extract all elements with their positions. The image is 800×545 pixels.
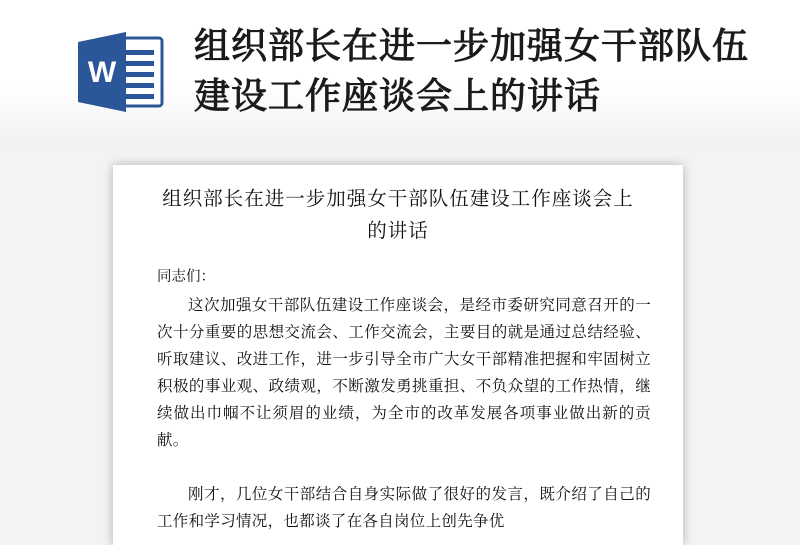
body-paragraph: 刚才，几位女干部结合自身实际做了很好的发言，既介绍了自己的工作和学习情况，也都谈了在各自岗位上创先争优 [157, 485, 651, 530]
body-paragraph: 这次加强女干部队伍建设工作座谈会，是经市委研究同意召开的一次十分重要的思想交流会、工作交流会，主要目的就是通过总结经验、听取建议、改进工作，进一步引导全市广大女干部精准把握和牢固树立积极的事业观、政绩观，不断激发勇挑重担、不负众望的工作热情，继续做出巾帼不让须眉的业绩，为全市的改革发展各项事业做出新的贡献。 [157, 296, 651, 449]
page-title: 组织部长在进一步加强女干部队伍建设工作座谈会上的讲话 [194, 26, 750, 117]
word-document-icon [76, 30, 166, 114]
salutation: 同志们： [157, 269, 215, 285]
document-page [113, 165, 683, 545]
svg-text:W: W [87, 56, 117, 89]
document-title: 组织部长在进一步加强女干部队伍建设工作座谈会上的讲话 [162, 187, 634, 242]
